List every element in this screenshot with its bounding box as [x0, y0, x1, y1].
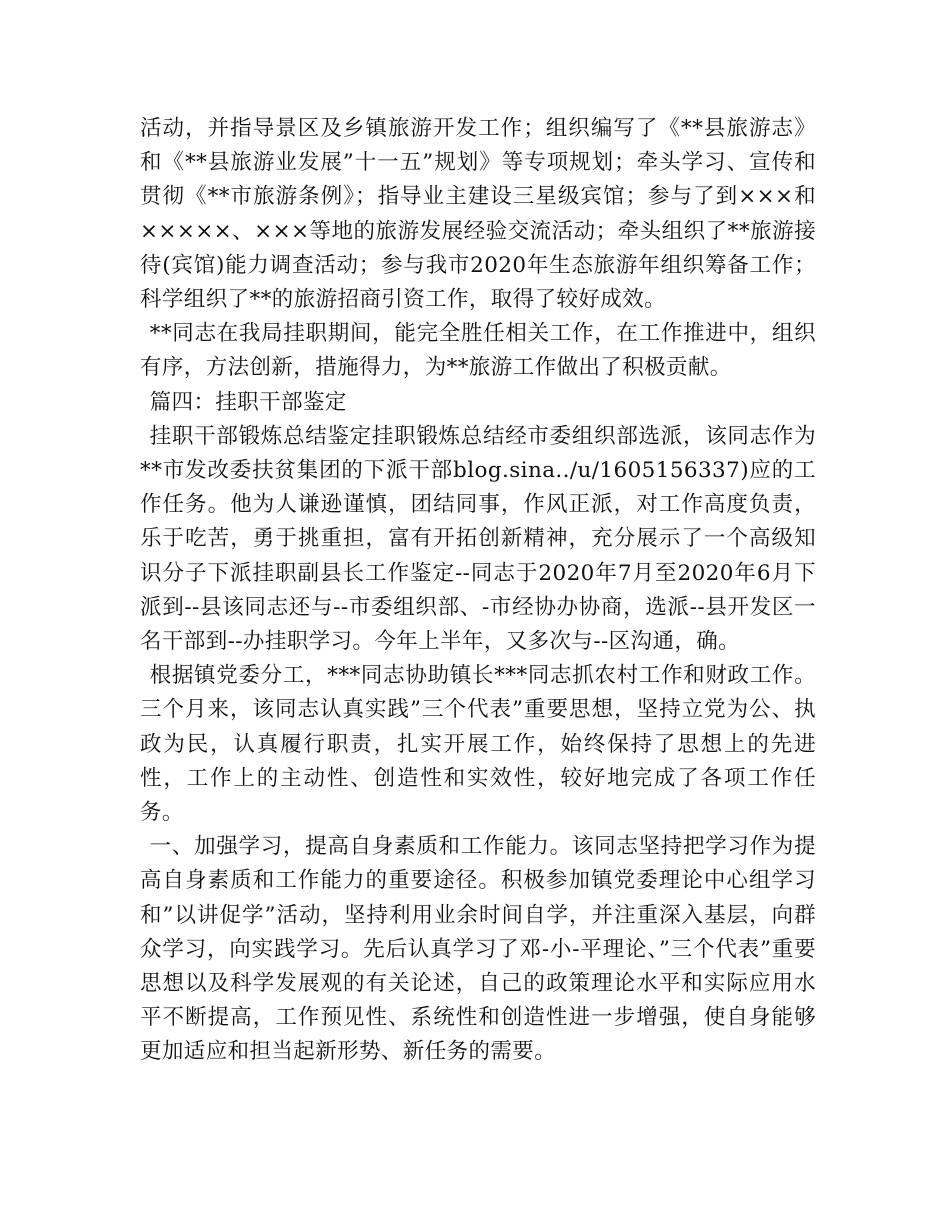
paragraph-division-of-work: 根据镇党委分工，***同志协助镇长***同志抓农村工作和财政工作。三个月来，该同志认真实践”三个代表”重要思想，坚持立党为公、执政为民，认真履行职责，扎实开展工作，始终保持了思想上的先进性，工作上的主动性、创造性和实效性，较好地完成了各项工作任务。	[140, 663, 816, 826]
paragraph-assessment: **同志在我局挂职期间，能完全胜任相关工作，在工作推进中，组织有序，方法创新，措施得力，为**旅游工作做出了积极贡献。	[140, 321, 816, 381]
section-heading: 篇四：挂职干部鉴定	[149, 389, 347, 415]
paragraph-tourism-work: 活动，并指导景区及乡镇旅游开发工作；组织编写了《**县旅游志》和《**县旅游业发展”十一五”规划》等专项规划；牵头学习、宣传和贯彻《**市旅游条例》；指导业主建设三星级宾馆；参与了到×××和×××××、×××等地的旅游发展经验交流活动；牵头组织了**旅游接待(宾馆)能力调查活动；参与我市2020年生态旅游年组织筹备工作；科学组织了**的旅游招商引资工作，取得了较好成效。	[140, 116, 816, 313]
paragraph-study: 一、加强学习，提高自身素质和工作能力。该同志坚持把学习作为提高自身素质和工作能力的重要途径。积极参加镇党委理论中心组学习和”以讲促学”活动，坚持利用业余时间自学，并注重深入基层，向群众学习，向实践学习。先后认真学习了邓-小-平理论、”三个代表”重要思想以及科学发展观的有关论述，自己的政策理论水平和实际应用水平不断提高，工作预见性、系统性和创造性进一步增强，使自身能够更加适应和担当起新形势、新任务的需要。	[140, 834, 816, 1065]
paragraph-cadre-summary: 挂职干部锻炼总结鉴定挂职锻炼总结经市委组织部选派，该同志作为**市发改委扶贫集团的下派干部blog.sina../u/1605156337)应的工作任务。他为人谦逊谨慎，团结同事，作风正派，对工作高度负责，乐于吃苦，勇于挑重担，富有开拓创新精神，充分展示了一个高级知识分子下派挂职副县长工作鉴定--同志于2020年7月至2020年6月下派到--县该同志还与--市委组织部、-市经协办协商，选派--县开发区一名干部到--办挂职学习。今年上半年，又多次与--区沟通，确。	[140, 423, 816, 655]
document-page	[140, 112, 816, 1070]
